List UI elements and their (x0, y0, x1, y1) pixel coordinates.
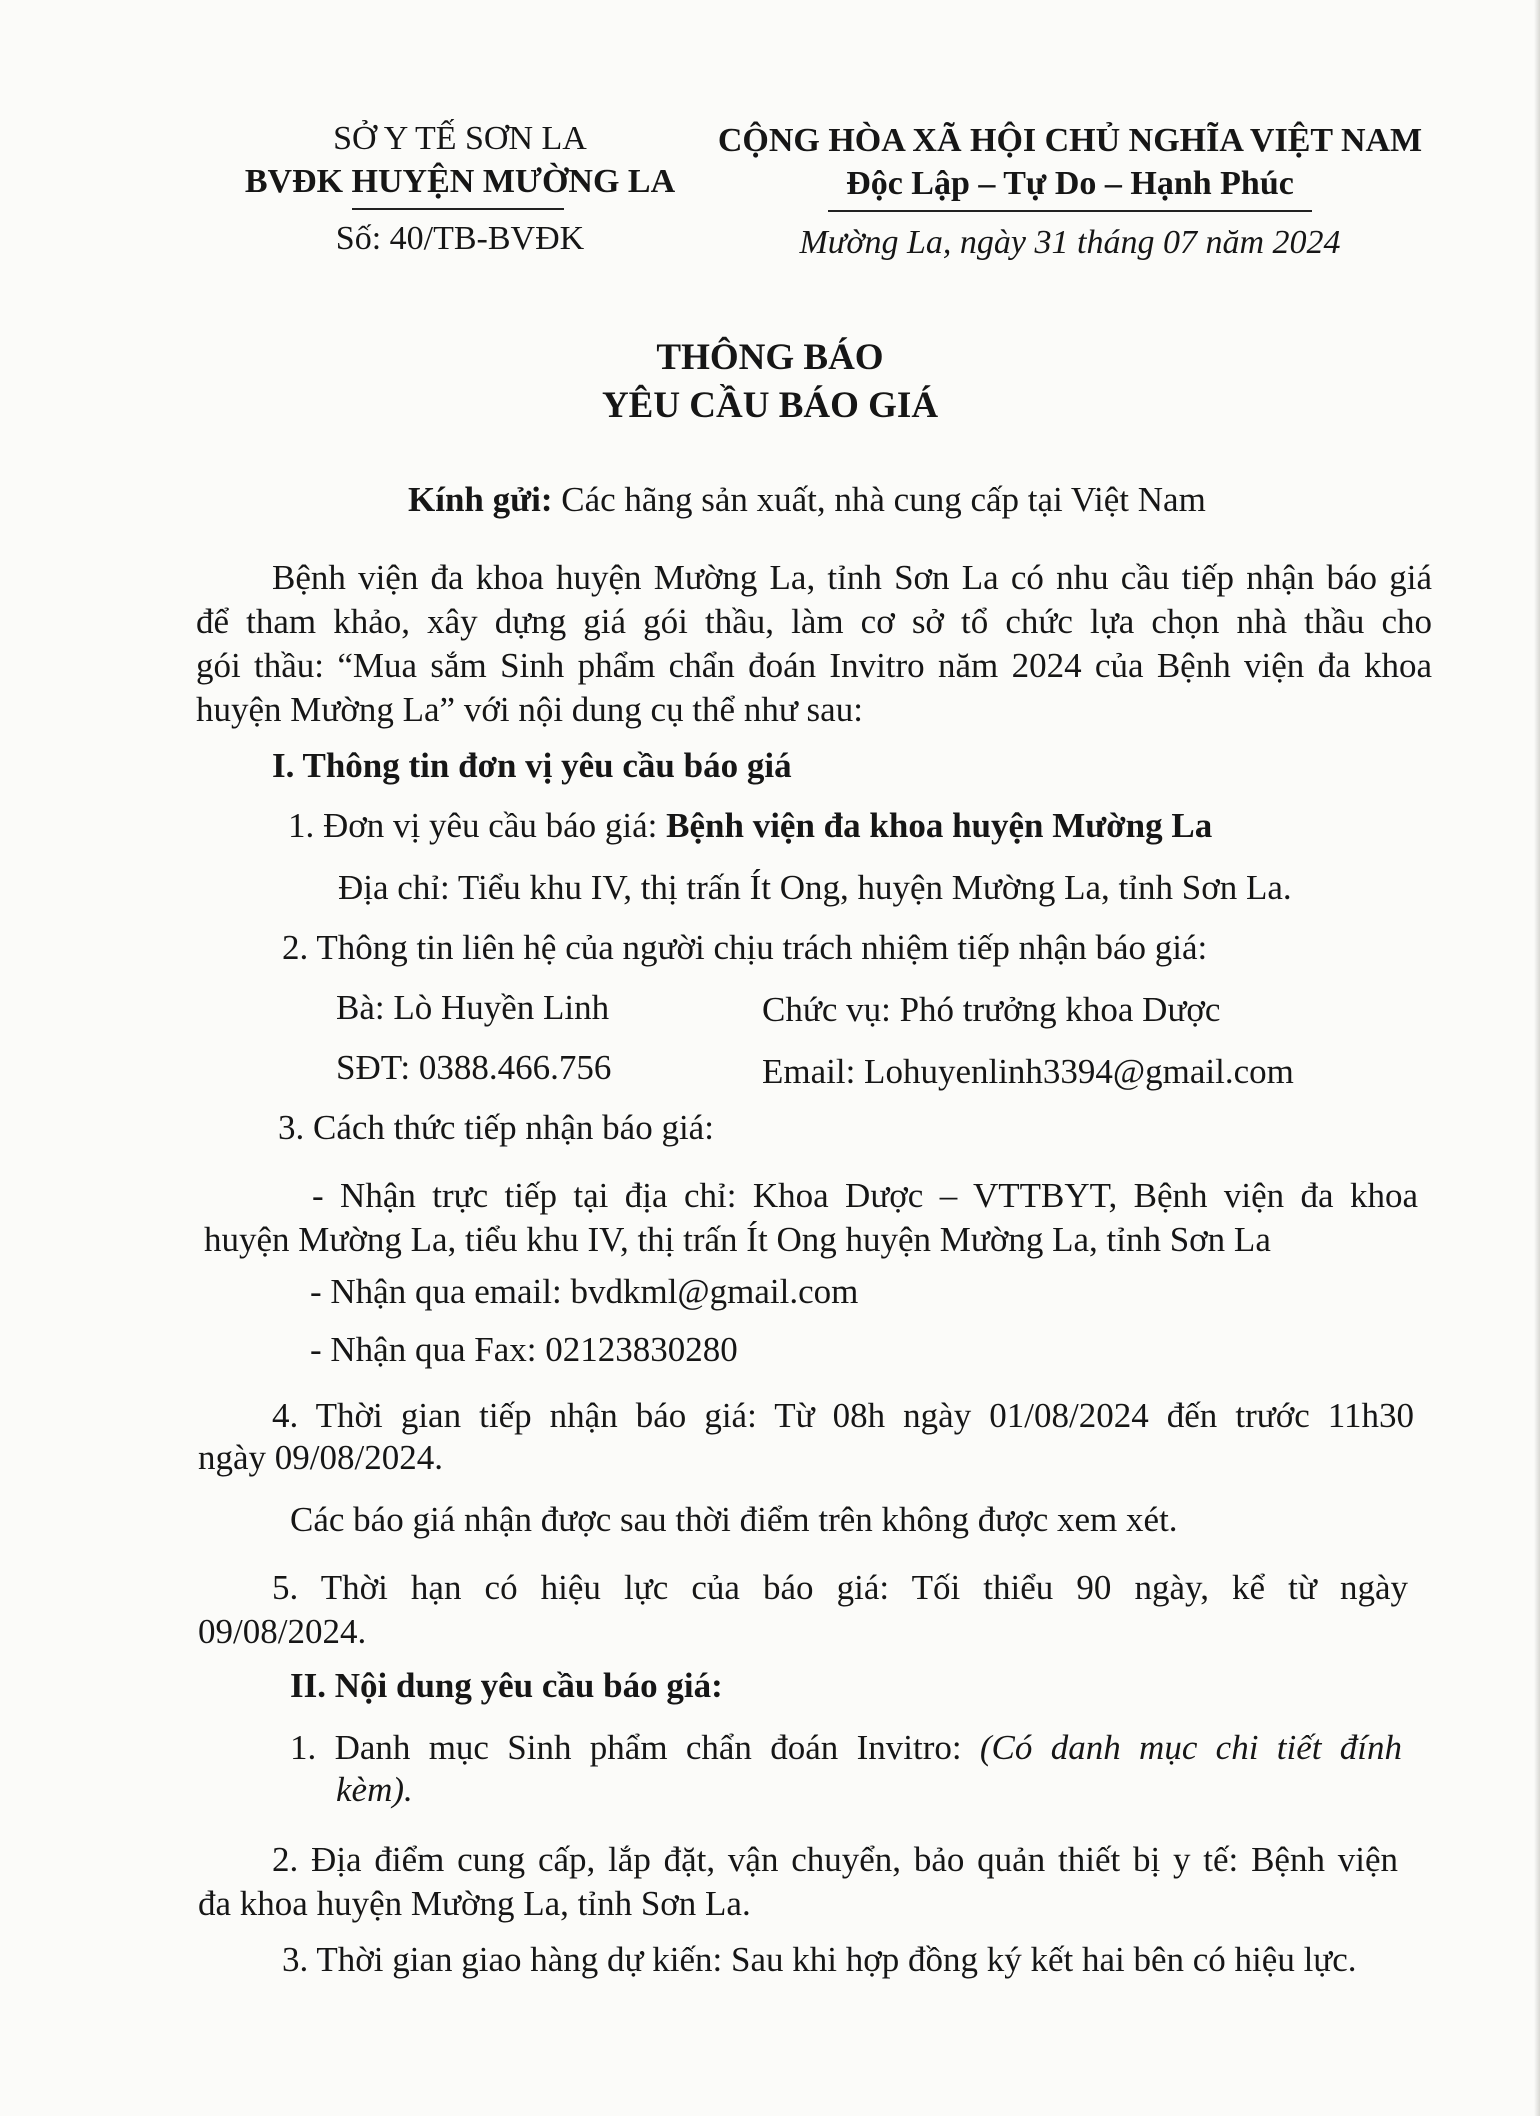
recipient-label: Kính gửi: (408, 480, 553, 519)
section-2-item-3: 3. Thời gian giao hàng dự kiến: Sau khi hợp đồng ký kết hai bên có hiệu lực. (282, 1940, 1357, 1979)
late-quote-note: Các báo giá nhận được sau thời điểm trên không được xem xét. (290, 1500, 1178, 1539)
contact-position: Chức vụ: Phó trưởng khoa Dược (762, 990, 1221, 1029)
section-1-item-3: 3. Cách thức tiếp nhận báo giá: (278, 1108, 714, 1147)
motto-underline (828, 210, 1312, 212)
receive-method-fax: - Nhận qua Fax: 02123830280 (310, 1330, 738, 1369)
contact-phone: SĐT: 0388.466.756 (336, 1048, 612, 1087)
agency-name: SỞ Y TẾ SƠN LA (333, 120, 587, 157)
section-2-item-2-line-1: 2. Địa điểm cung cấp, lắp đặt, vận chuyển, bảo quản thiết bị y tế: Bệnh viện (272, 1840, 1398, 1879)
section-2-heading: II. Nội dung yêu cầu báo giá: (290, 1666, 723, 1705)
intro-line-2: để tham khảo, xây dựng giá gói thầu, làm cơ sở tổ chức lựa chọn nhà thầu cho (196, 602, 1432, 641)
requester-label: 1. Đơn vị yêu cầu báo giá: (288, 806, 658, 845)
section-1-item-4-line-2: ngày 09/08/2024. (198, 1438, 443, 1477)
notice-title: THÔNG BÁO (656, 337, 884, 378)
intro-line-1: Bệnh viện đa khoa huyện Mường La, tỉnh Sơn La có nhu cầu tiếp nhận báo giá (272, 558, 1432, 597)
place-date: Mường La, ngày 31 tháng 07 năm 2024 (799, 224, 1341, 261)
intro-line-3: gói thầu: “Mua sắm Sinh phẩm chẩn đoán Invitro năm 2024 của Bệnh viện đa khoa (196, 646, 1432, 685)
recipient-text: Các hãng sản xuất, nhà cung cấp tại Việt Nam (561, 480, 1206, 519)
section-1-item-5-line-1: 5. Thời hạn có hiệu lực của báo giá: Tối thiểu 90 ngày, kể từ ngày (272, 1568, 1408, 1607)
contact-name: Bà: Lò Huyền Linh (336, 988, 610, 1027)
section-2-item-1-line-2: kèm). (336, 1770, 413, 1809)
national-title: CỘNG HÒA XÃ HỘI CHỦ NGHĨA VIỆT NAM (717, 122, 1423, 159)
catalog-label: 1. Danh mục Sinh phẩm chẩn đoán Invitro: (290, 1728, 962, 1767)
receive-method-email: - Nhận qua email: bvdkml@gmail.com (310, 1272, 859, 1311)
receive-method-direct-1: - Nhận trực tiếp tại địa chỉ: Khoa Dược – VTTBYT, Bệnh viện đa khoa (312, 1176, 1418, 1215)
contact-email: Email: Lohuyenlinh3394@gmail.com (762, 1052, 1294, 1091)
recipient-line (408, 480, 1206, 520)
document-number: Số: 40/TB-BVĐK (335, 220, 585, 257)
receive-method-direct-2: huyện Mường La, tiểu khu IV, thị trấn Ít Ong huyện Mường La, tỉnh Sơn La (204, 1220, 1271, 1259)
hospital-name-underline (352, 208, 564, 210)
section-1-item-5-line-2: 09/08/2024. (198, 1612, 367, 1651)
requester-address: Địa chỉ: Tiểu khu IV, thị trấn Ít Ong, huyện Mường La, tỉnh Sơn La. (338, 868, 1292, 907)
section-1-item-1 (288, 806, 1212, 846)
section-1-item-2: 2. Thông tin liên hệ của người chịu trách nhiệm tiếp nhận báo giá: (282, 928, 1208, 967)
section-2-item-2-line-2: đa khoa huyện Mường La, tỉnh Sơn La. (198, 1884, 751, 1923)
catalog-note: (Có danh mục chi tiết đính (979, 1728, 1402, 1767)
section-2-item-1-line-1 (290, 1728, 1402, 1768)
notice-subtitle: YÊU CẦU BÁO GIÁ (601, 385, 939, 426)
hospital-name: BVĐK HUYỆN MƯỜNG LA (244, 163, 676, 200)
intro-line-4: huyện Mường La” với nội dung cụ thể như sau: (196, 690, 863, 729)
requester-value: Bệnh viện đa khoa huyện Mường La (666, 806, 1213, 845)
scan-edge-shadow (1534, 0, 1540, 2116)
section-1-heading: I. Thông tin đơn vị yêu cầu báo giá (272, 746, 792, 785)
national-motto: Độc Lập – Tự Do – Hạnh Phúc (846, 165, 1294, 202)
section-1-item-4-line-1: 4. Thời gian tiếp nhận báo giá: Từ 08h ngày 01/08/2024 đến trước 11h30 (272, 1396, 1414, 1435)
